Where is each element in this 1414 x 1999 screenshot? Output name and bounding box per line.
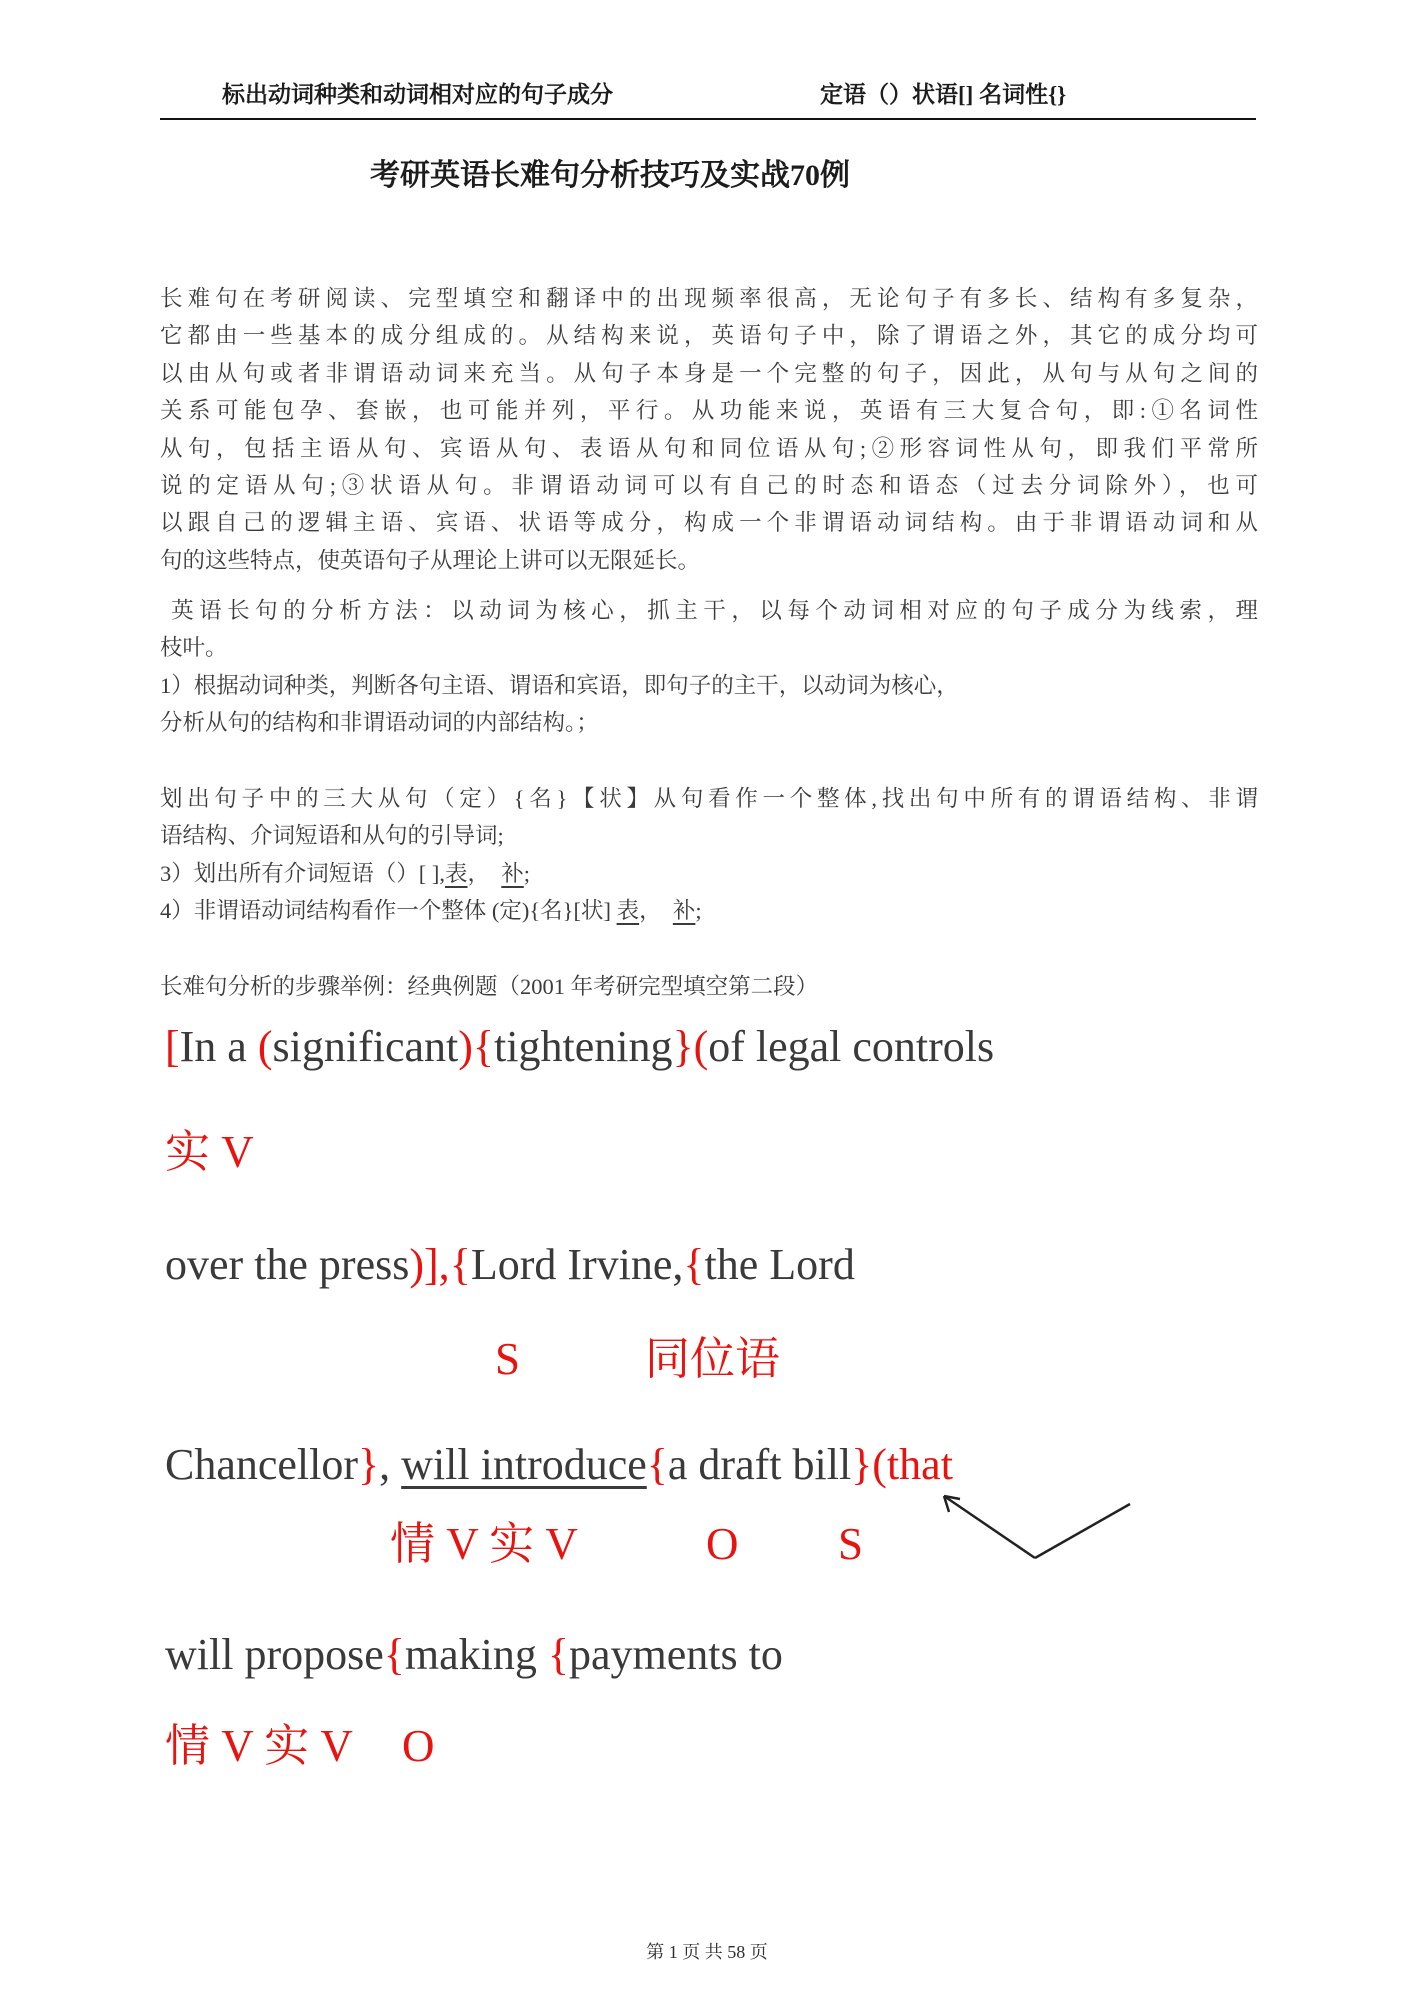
page-footer: 第 1 页 共 58 页 [646, 1942, 768, 1962]
text-segment: (that [872, 1440, 953, 1489]
text-line [160, 855, 1258, 892]
text-segment: a draft bill [667, 1440, 852, 1489]
text-segment: { [547, 1630, 569, 1679]
text-segment: over the press [165, 1240, 410, 1289]
analysis-method-paragraph [160, 592, 1258, 742]
intro-paragraph [160, 280, 1258, 579]
text-segment: , [379, 1440, 402, 1489]
text-line: 1）根据动词种类，判断各句主语、谓语和宾语，即句子的主干，以动词为核心， [160, 672, 959, 698]
text-segment: ) [458, 1022, 473, 1071]
text-segment: of legal controls [708, 1022, 995, 1071]
text-segment: ; [523, 860, 531, 886]
text-segment: 补 [672, 898, 696, 924]
annotation-subject: S [495, 1334, 521, 1384]
text-segment: ， [639, 898, 673, 924]
document-title: 考研英语长难句分析技巧及实战70例 [370, 159, 850, 192]
text-segment: ( [693, 1022, 709, 1071]
text-line: 关系可能包孕、套嵌，也可能并列，平行。从功能来说，英语有三大复合句，即:①名词性 [160, 398, 1258, 424]
sentence-line-4 [165, 1630, 783, 1681]
annotation-qing-v-shi-v-2: 情 V 实 V [165, 1721, 353, 1771]
text-segment: 3）划出所有介词短语（）[ ], [160, 860, 445, 886]
text-line: 枝叶。 [160, 635, 228, 661]
annotation-object-2: O [402, 1721, 435, 1771]
header-right-label: 定语（）状语[] 名词性{} [820, 82, 1067, 107]
text-segment: ( [257, 1022, 273, 1071]
text-line: 说的定语从句;③状语从句。非谓语动词可以有自己的时态和语态（过去分词除外），也可 [160, 473, 1258, 499]
text-segment: ， [467, 860, 502, 886]
header-left-label: 标出动词种类和动词相对应的句子成分 [222, 82, 613, 107]
text-line: 从句，包括主语从句、宾语从句、表语从句和同位语从句;②形容词性从句，即我们平常所 [160, 435, 1258, 461]
text-line [160, 892, 1258, 929]
text-segment: ; [695, 898, 702, 924]
text-line: 它都由一些基本的成分组成的。从结构来说，英语句子中，除了谓语之外，其它的成分均可 [160, 323, 1258, 349]
page-header [160, 70, 1256, 120]
annotation-subject-2: S [838, 1519, 864, 1569]
text-line: 语结构、介词短语和从句的引导词; [160, 823, 504, 849]
annotation-row-2 [0, 1335, 1414, 1399]
text-segment: } [672, 1022, 694, 1071]
text-line: 划出句子中的三大从句（定）{名}【状】从句看作一个整体,找出句中所有的谓语结构、非谓 [160, 786, 1258, 811]
text-segment: will propose [165, 1630, 384, 1679]
text-segment: payments to [569, 1630, 783, 1679]
text-segment: [ [165, 1022, 180, 1071]
text-segment: } [358, 1440, 380, 1489]
text-line: 以跟自己的逻辑主语、宾语、状语等成分，构成一个非谓语动词结构。由于非谓语动词和从 [160, 510, 1258, 536]
text-segment: Lord Irvine, [470, 1240, 684, 1289]
annotation-row-4 [0, 1722, 1414, 1786]
text-segment: Chancellor [165, 1440, 359, 1489]
text-segment: 表 [445, 860, 468, 886]
text-segment: )], [409, 1240, 450, 1289]
text-line: 长难句在考研阅读、完型填空和翻译中的出现频率很高，无论句子有多长、结构有多复杂， [160, 286, 1258, 311]
text-segment: In a [179, 1022, 258, 1071]
text-line: 句的这些特点，使英语句子从理论上讲可以无限延长。 [160, 547, 701, 573]
annotation-qing-v-shi-v: 情 V 实 V [390, 1519, 578, 1569]
clause-rules-paragraph [160, 780, 1258, 930]
text-segment: the Lord [704, 1240, 855, 1289]
text-segment: 补 [501, 860, 524, 886]
text-segment: { [472, 1022, 495, 1071]
text-segment: { [383, 1630, 405, 1679]
text-segment: 4）非谓语动词结构看作一个整体 (定){名}[状] [160, 898, 617, 924]
annotation-shi-v: 实 V [165, 1127, 254, 1177]
sentence-line-1 [165, 1022, 994, 1073]
annotation-row-3 [0, 1520, 1414, 1584]
text-segment: significant [272, 1022, 459, 1071]
text-segment: { [449, 1240, 471, 1289]
text-segment: { [646, 1440, 668, 1489]
text-segment: { [683, 1240, 705, 1289]
text-segment: } [851, 1440, 873, 1489]
text-segment: 表 [616, 898, 640, 924]
text-segment: making [404, 1630, 548, 1679]
sentence-line-2 [165, 1240, 855, 1291]
text-line: 分析从句的结构和非谓语动词的内部结构。； [160, 710, 599, 736]
text-line: 以由从句或者非谓语动词来充当。从句子本身是一个完整的句子，因此，从句与从句之间的 [160, 360, 1258, 386]
text-segment: will introduce [401, 1440, 647, 1489]
sentence-line-3 [165, 1440, 953, 1491]
annotation-object: O [706, 1519, 739, 1569]
annotation-apposition: 同位语 [645, 1334, 781, 1384]
text-line: 英语长句的分析方法：以动词为核心，抓主干，以每个动词相对应的句子成分为线索，理 [160, 598, 1258, 623]
text-segment: tightening [494, 1022, 673, 1071]
annotation-row-1 [0, 1128, 1414, 1192]
example-intro-line: 长难句分析的步骤举例：经典例题（2001 年考研完型填空第二段） [160, 974, 819, 999]
